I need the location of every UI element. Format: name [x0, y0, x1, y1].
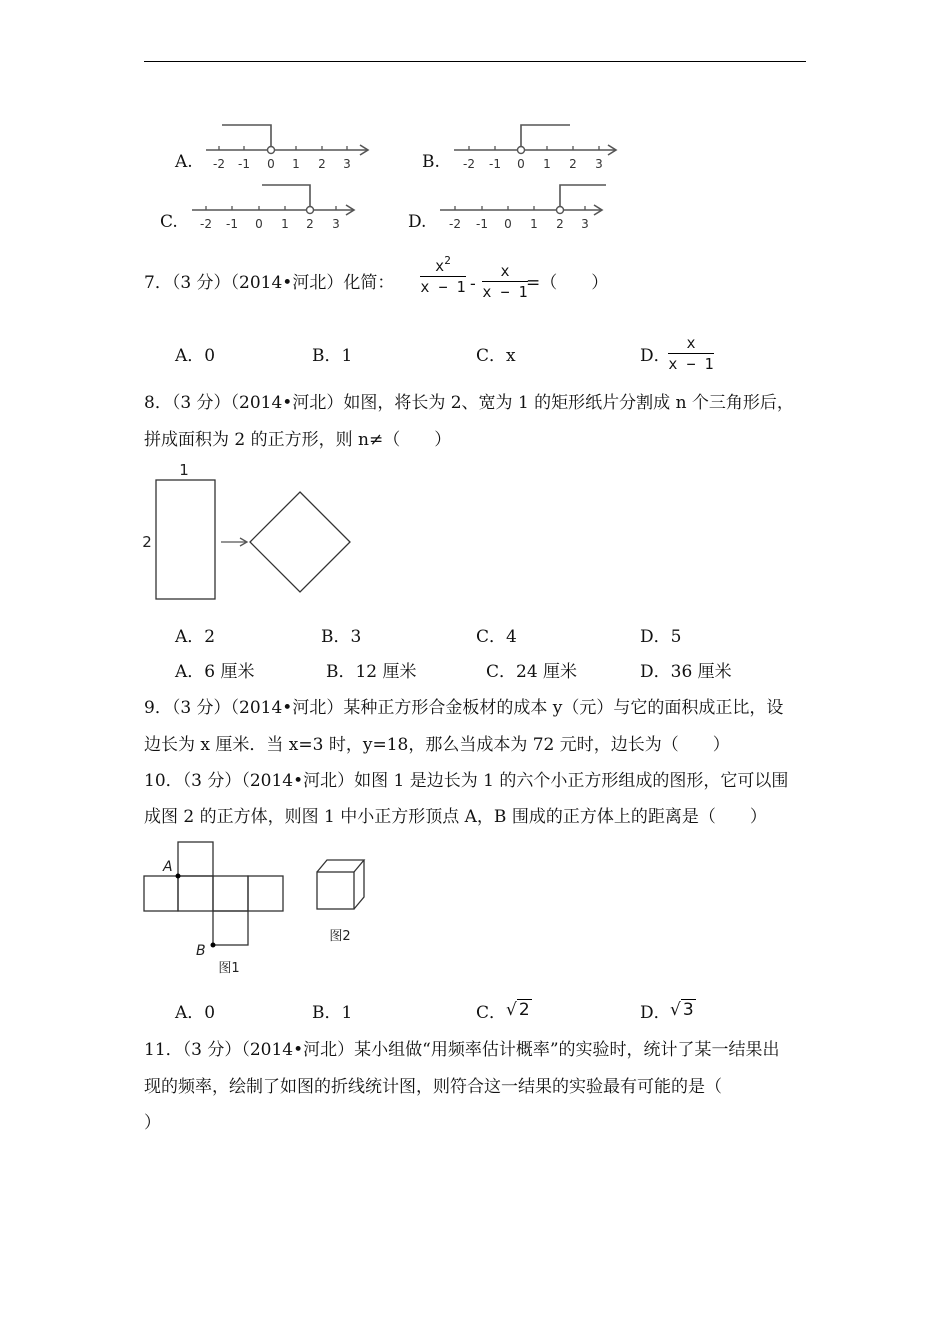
q8-rectangle [156, 480, 215, 599]
q10-option-d-label[interactable]: D． [640, 1003, 671, 1023]
tick-label: 1 [281, 217, 289, 231]
q6-option-d-numberline [434, 178, 614, 236]
q9-stem-line-1: 9．（3 分）（2014•河北）某种正方形合金板材的成本 y（元）与它的面积成正比，设 [144, 698, 784, 718]
q7-frac2-numerator: x [482, 262, 528, 282]
tick-label: 0 [517, 157, 525, 171]
tick-label: 3 [332, 217, 340, 231]
q9-option-d[interactable]: D．36 厘米 [640, 662, 732, 682]
q10-optc-radicand: 2 [518, 1000, 530, 1020]
q6-option-a-numberline [200, 118, 380, 176]
tick-label: -2 [213, 157, 225, 171]
tick-label: 3 [343, 157, 351, 171]
header-rule [144, 61, 806, 62]
tick-label: 1 [530, 217, 538, 231]
q6-option-b-numberline [448, 118, 628, 176]
q7-stem-suffix: =（ ） [526, 273, 609, 293]
q8-option-a[interactable]: A．2 [175, 627, 216, 647]
tick-label: -1 [489, 157, 501, 171]
q10-optd-radicand: 3 [682, 1000, 694, 1020]
q10-stem-line-1: 10．（3 分）（2014•河北）如图 1 是边长为 1 的六个小正方形组成的图形，它可以围 [144, 771, 789, 791]
q6-option-a-label[interactable]: A. [175, 152, 193, 172]
q7-option-c[interactable]: C．x [476, 346, 516, 366]
tick-label: -1 [476, 217, 488, 231]
q9-option-c[interactable]: C．24 厘米 [486, 662, 578, 682]
q8-width-label: 1 [179, 461, 189, 479]
q9-option-b[interactable]: B．12 厘米 [326, 662, 417, 682]
tick-label: 2 [318, 157, 326, 171]
q7-frac1-numerator: x [435, 257, 445, 275]
q10-figure-2-caption: 图2 [329, 929, 351, 944]
q8-square [250, 492, 350, 592]
q10-option-d-sqrt: √ 3 [670, 1000, 694, 1020]
q10-option-b[interactable]: B．1 [312, 1003, 353, 1023]
q11-stem-line-3: ） [144, 1113, 161, 1133]
tick-label: 3 [595, 157, 603, 171]
q7-optd-numerator: x [668, 334, 714, 354]
tick-label: 2 [306, 217, 314, 231]
q10-figure-1-net [140, 838, 290, 980]
q7-option-b[interactable]: B．1 [312, 346, 353, 366]
q7-fraction-1 [420, 254, 466, 296]
q10-option-c-sqrt: √ 2 [506, 1000, 530, 1020]
q11-stem-line-2: 现的频率，绘制了如图的折线统计图，则符合这一结果的实验最有可能的是（ [144, 1077, 722, 1097]
q9-stem-line-2: 边长为 x 厘米．当 x=3 时，y=18，那么当成本为 72 元时，边长为（ ） [144, 735, 730, 755]
q10-option-a[interactable]: A．0 [175, 1003, 216, 1023]
q7-frac1-exponent: 2 [444, 254, 451, 267]
q8-stem-line-2: 拼成面积为 2 的正方形，则 n≠（ ） [144, 430, 452, 450]
q7-minus: - [470, 274, 476, 294]
tick-label: 2 [556, 217, 564, 231]
q10-figure-1-caption: 图1 [218, 961, 240, 976]
q8-option-c[interactable]: C．4 [476, 627, 517, 647]
tick-label: 0 [255, 217, 263, 231]
tick-label: 1 [543, 157, 551, 171]
q8-stem-line-1: 8．（3 分）（2014•河北）如图，将长为 2、宽为 1 的矩形纸片分割成 n 个三角形后， [144, 393, 794, 413]
q7-stem-prefix: 7．（3 分）（2014•河北）化简： [144, 273, 395, 293]
tick-label: -2 [200, 217, 212, 231]
q7-fraction-2 [482, 262, 528, 301]
q7-option-d-label[interactable]: D． [640, 346, 671, 366]
q10-point-b-label: B [196, 943, 206, 959]
q7-option-a[interactable]: A．0 [175, 346, 216, 366]
q7-optd-denominator: x − 1 [668, 355, 714, 373]
q7-frac1-denominator: x − 1 [420, 278, 466, 296]
tick-label: 2 [569, 157, 577, 171]
q7-option-d-fraction [668, 334, 714, 373]
q10-stem-line-2: 成图 2 的正方体，则图 1 中小正方形顶点 A，B 围成的正方体上的距离是（ ） [144, 807, 767, 827]
q8-height-label: 2 [142, 533, 152, 551]
q6-option-b-label[interactable]: B. [422, 152, 440, 172]
tick-label: -2 [449, 217, 461, 231]
q6-option-d-label[interactable]: D. [408, 212, 427, 232]
q11-stem-line-1: 11．（3 分）（2014•河北）某小组做“用频率估计概率”的实验时，统计了某一结果出 [144, 1040, 780, 1060]
tick-label: 1 [292, 157, 300, 171]
q10-figure-2-cube [310, 852, 380, 948]
q9-option-a[interactable]: A．6 厘米 [175, 662, 255, 682]
q6-option-c-numberline [186, 178, 366, 236]
q8-figure [136, 456, 366, 606]
tick-label: -1 [238, 157, 250, 171]
q8-option-d[interactable]: D．5 [640, 627, 682, 647]
tick-label: 0 [267, 157, 275, 171]
tick-label: -2 [463, 157, 475, 171]
tick-label: 0 [504, 217, 512, 231]
q6-option-c-label[interactable]: C. [160, 212, 178, 232]
tick-label: 3 [581, 217, 589, 231]
q10-point-a-label: A [163, 859, 173, 875]
q10-option-c-label[interactable]: C． [476, 1003, 507, 1023]
q7-frac2-denominator: x − 1 [482, 283, 528, 301]
tick-label: -1 [226, 217, 238, 231]
q8-option-b[interactable]: B．3 [321, 627, 362, 647]
